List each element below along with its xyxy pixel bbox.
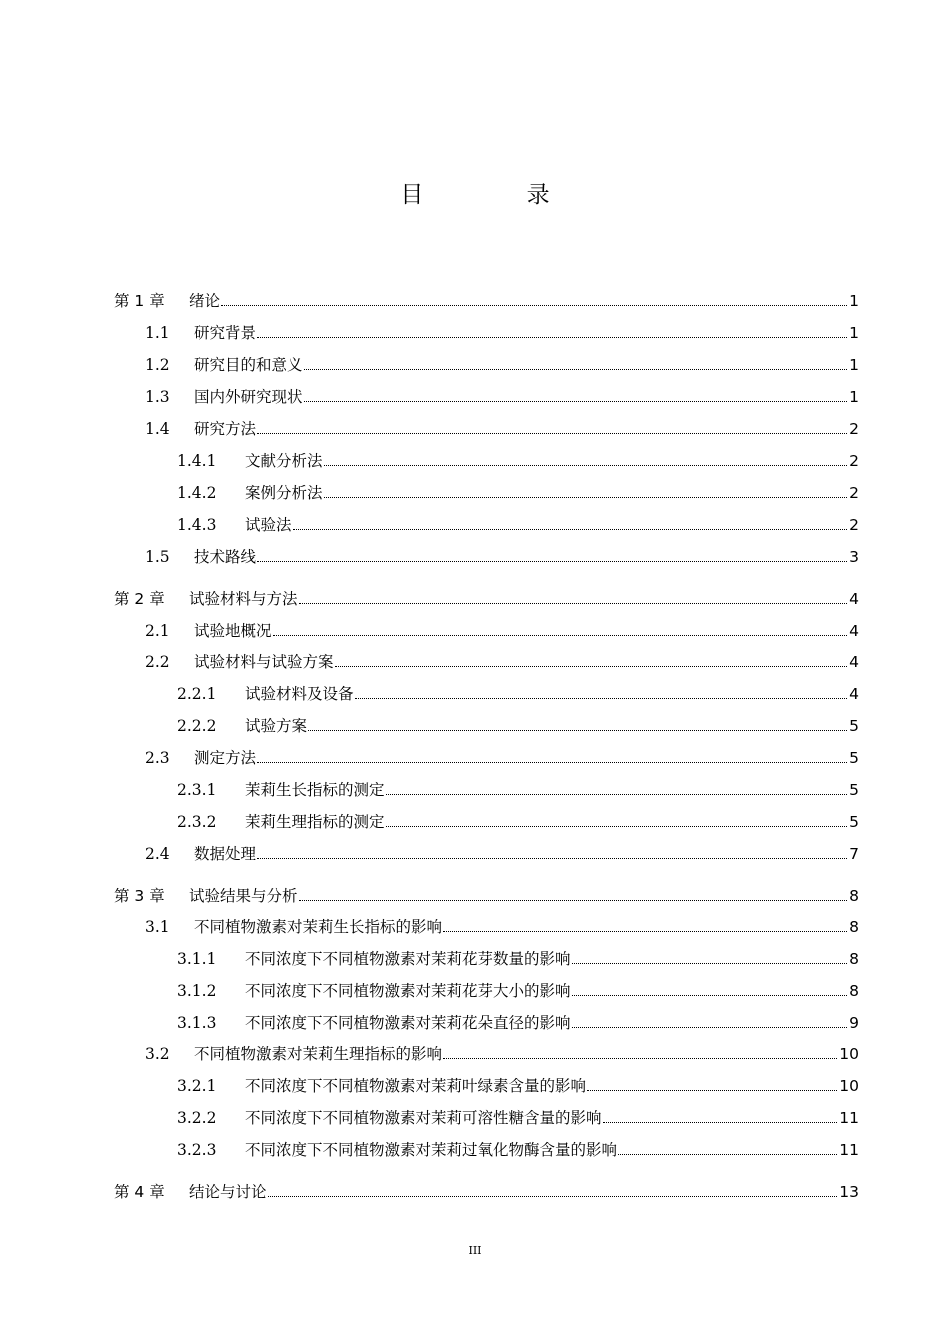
toc-dot-leader: [324, 483, 848, 498]
toc-entry-page: 10: [839, 1045, 859, 1063]
toc-entry-level-2[interactable]: [145, 747, 859, 769]
toc-entry-number: 1.4.2: [177, 484, 217, 502]
toc-entry-level-3[interactable]: [177, 482, 859, 504]
toc-entry-title: 绪论: [189, 292, 221, 310]
toc-entry-number: 3.1.1: [177, 950, 217, 968]
toc-entry-page: 7: [849, 845, 859, 863]
toc-entry-level-3[interactable]: [177, 514, 859, 536]
toc-entry-title: 试验材料与方法: [189, 590, 298, 608]
toc-entry-page: 5: [849, 813, 859, 831]
toc-entry-number: 1.3: [145, 388, 170, 406]
toc-entry-number: 第 2 章: [114, 590, 165, 608]
toc-dot-leader: [257, 547, 847, 562]
toc-entry-number: 2.2.2: [177, 717, 217, 735]
toc-entry-number: 3.2.3: [177, 1141, 217, 1159]
toc-entry-level-3[interactable]: [177, 1012, 859, 1034]
toc-entry-title: 数据处理: [194, 845, 257, 863]
toc-entry-title: 研究方法: [194, 420, 257, 438]
toc-entry-title: 不同浓度下不同植物激素对茉莉可溶性糖含量的影响: [245, 1109, 602, 1127]
toc-entry-page: 2: [849, 484, 859, 502]
toc-entry-level-2[interactable]: [145, 386, 859, 408]
toc-dot-leader: [324, 451, 848, 466]
toc-entry-level-3[interactable]: [177, 1107, 859, 1129]
toc-entry-number: 1.1: [145, 324, 170, 342]
toc-dot-leader: [618, 1140, 837, 1155]
toc-entry-level-2[interactable]: [145, 843, 859, 865]
toc-dot-leader: [299, 886, 848, 901]
toc-dot-leader: [221, 291, 847, 306]
toc-dot-leader: [268, 1182, 838, 1197]
toc-entry-page: 8: [849, 887, 859, 905]
toc-entry-page: 1: [849, 356, 859, 374]
toc-entry-title: 茉莉生长指标的测定: [245, 781, 385, 799]
toc-dot-leader: [257, 323, 847, 338]
toc-entry-title: 试验材料与试验方案: [194, 653, 334, 671]
toc-entry-level-3[interactable]: [177, 450, 859, 472]
toc-entry-page: 4: [849, 622, 859, 640]
toc-entry-number: 1.4.1: [177, 452, 217, 470]
toc-dot-leader: [308, 716, 847, 731]
toc-entry-level-3[interactable]: [177, 1075, 859, 1097]
toc-entry-level-1[interactable]: [114, 588, 859, 610]
toc-dot-leader: [443, 1044, 837, 1059]
toc-entry-number: 第 4 章: [114, 1183, 165, 1201]
toc-entry-page: 5: [849, 749, 859, 767]
toc-entry-title: 技术路线: [194, 548, 257, 566]
page-number: III: [468, 1244, 482, 1257]
toc-entry-level-2[interactable]: [145, 916, 859, 938]
toc-dot-leader: [386, 812, 848, 827]
toc-dot-leader: [273, 621, 848, 636]
toc-entry-page: 8: [849, 950, 859, 968]
toc-entry-number: 2.3.1: [177, 781, 217, 799]
toc-dot-leader: [572, 1013, 848, 1028]
toc-dot-leader: [299, 589, 848, 604]
toc-entry-title: 不同植物激素对茉莉生理指标的影响: [194, 1045, 443, 1063]
toc-entry-level-2[interactable]: [145, 1043, 859, 1065]
toc-entry-page: 5: [849, 717, 859, 735]
toc-entry-level-3[interactable]: [177, 779, 859, 801]
toc-entry-level-3[interactable]: [177, 1139, 859, 1161]
toc-entry-page: 5: [849, 781, 859, 799]
toc-entry-number: 第 3 章: [114, 887, 165, 905]
toc-dot-leader: [386, 780, 848, 795]
toc-entry-level-3[interactable]: [177, 948, 859, 970]
toc-entry-page: 13: [839, 1183, 859, 1201]
toc-entry-title: 试验法: [245, 516, 292, 534]
toc-entry-number: 1.4.3: [177, 516, 217, 534]
toc-dot-leader: [443, 917, 847, 932]
toc-entry-title: 试验结果与分析: [189, 887, 298, 905]
toc-entry-page: 8: [849, 982, 859, 1000]
toc-entry-level-3[interactable]: [177, 980, 859, 1002]
toc-entry-number: 2.4: [145, 845, 170, 863]
toc-entry-level-1[interactable]: [114, 885, 859, 907]
toc-entry-page: 4: [849, 653, 859, 671]
toc-entry-number: 第 1 章: [114, 292, 165, 310]
toc-entry-title: 试验材料及设备: [245, 685, 354, 703]
toc-entry-title: 试验地概况: [194, 622, 272, 640]
toc-entry-title: 研究目的和意义: [194, 356, 303, 374]
toc-entry-level-2[interactable]: [145, 620, 859, 642]
toc-entry-level-3[interactable]: [177, 811, 859, 833]
toc-entry-title: 测定方法: [194, 749, 257, 767]
toc-entry-title: 不同浓度下不同植物激素对茉莉叶绿素含量的影响: [245, 1077, 587, 1095]
toc-entry-page: 9: [849, 1014, 859, 1032]
toc-entry-title: 不同植物激素对茉莉生长指标的影响: [194, 918, 443, 936]
toc-entry-title: 不同浓度下不同植物激素对茉莉花芽数量的影响: [245, 950, 571, 968]
toc-entry-number: 3.1.2: [177, 982, 217, 1000]
toc-entry-page: 4: [849, 685, 859, 703]
toc-dot-leader: [293, 515, 848, 530]
toc-entry-page: 8: [849, 918, 859, 936]
toc-entry-level-2[interactable]: [145, 418, 859, 440]
toc-entry-number: 1.4: [145, 420, 170, 438]
toc-entry-level-2[interactable]: [145, 354, 859, 376]
toc-entry-page: 3: [849, 548, 859, 566]
toc-entry-number: 3.2.2: [177, 1109, 217, 1127]
toc-entry-title: 研究背景: [194, 324, 257, 342]
toc-entry-level-1[interactable]: [114, 290, 859, 312]
toc-dot-leader: [572, 949, 848, 964]
toc-entry-number: 1.2: [145, 356, 170, 374]
toc-entry-title: 文献分析法: [245, 452, 323, 470]
toc-entry-number: 2.3.2: [177, 813, 217, 831]
toc-dot-leader: [355, 684, 848, 699]
toc-entry-page: 1: [849, 388, 859, 406]
toc-entry-number: 1.5: [145, 548, 170, 566]
toc-entry-page: 2: [849, 420, 859, 438]
toc-entry-title: 不同浓度下不同植物激素对茉莉过氧化物酶含量的影响: [245, 1141, 618, 1159]
toc-dot-leader: [572, 981, 848, 996]
toc-entry-number: 3.1: [145, 918, 170, 936]
toc-dot-leader: [335, 652, 848, 667]
toc-entry-page: 2: [849, 452, 859, 470]
toc-entry-number: 3.2.1: [177, 1077, 217, 1095]
toc-dot-leader: [257, 419, 847, 434]
toc-entry-page: 1: [849, 292, 859, 310]
toc-entry-page: 2: [849, 516, 859, 534]
toc-entry-page: 11: [839, 1141, 859, 1159]
toc-dot-leader: [603, 1108, 838, 1123]
toc-entry-level-2[interactable]: [145, 322, 859, 344]
toc-entry-number: 3.2: [145, 1045, 170, 1063]
toc-entry-level-2[interactable]: [145, 651, 859, 673]
toc-entry-number: 2.2.1: [177, 685, 217, 703]
toc-dot-leader: [257, 748, 847, 763]
toc-entry-page: 4: [849, 590, 859, 608]
toc-entry-number: 2.1: [145, 622, 170, 640]
toc-entry-title: 案例分析法: [245, 484, 323, 502]
toc-entry-title: 结论与讨论: [189, 1183, 267, 1201]
toc-entry-level-3[interactable]: [177, 715, 859, 737]
toc-dot-leader: [304, 355, 848, 370]
toc-entry-number: 3.1.3: [177, 1014, 217, 1032]
toc-dot-leader: [587, 1076, 837, 1091]
toc-entry-title: 茉莉生理指标的测定: [245, 813, 385, 831]
toc-entry-page: 11: [839, 1109, 859, 1127]
page-title: 目 录: [400, 182, 598, 208]
toc-entry-title: 不同浓度下不同植物激素对茉莉花芽大小的影响: [245, 982, 571, 1000]
toc-dot-leader: [257, 844, 847, 859]
toc-entry-level-3[interactable]: [177, 683, 859, 705]
toc-entry-title: 不同浓度下不同植物激素对茉莉花朵直径的影响: [245, 1014, 571, 1032]
toc-entry-page: 10: [839, 1077, 859, 1095]
toc-entry-title: 试验方案: [245, 717, 308, 735]
toc-entry-level-2[interactable]: [145, 546, 859, 568]
toc-entry-number: 2.3: [145, 749, 170, 767]
toc-entry-level-1[interactable]: [114, 1181, 859, 1203]
toc-entry-title: 国内外研究现状: [194, 388, 303, 406]
toc-entry-page: 1: [849, 324, 859, 342]
toc-dot-leader: [304, 387, 848, 402]
toc-entry-number: 2.2: [145, 653, 170, 671]
